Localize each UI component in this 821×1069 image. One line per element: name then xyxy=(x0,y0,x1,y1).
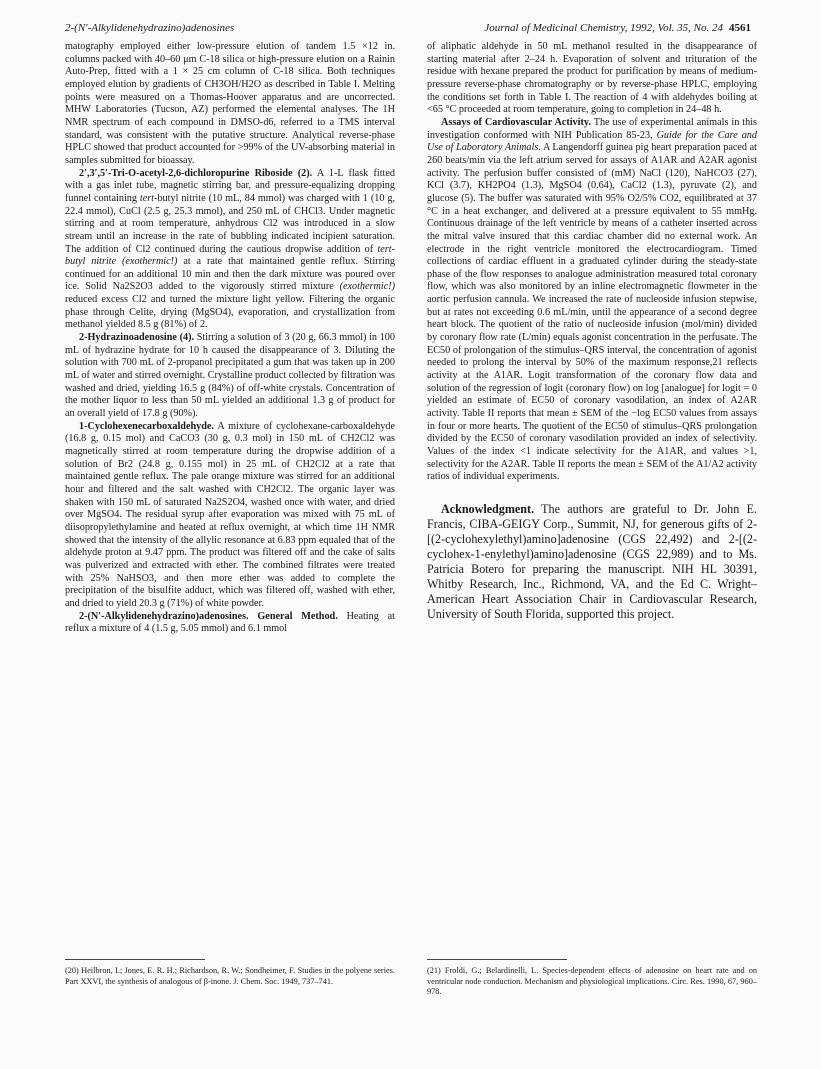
compound-2-heading: 2′,3′,5′-Tri-O-acetyl-2,6-dichloropurine Riboside (2). xyxy=(79,167,313,179)
assays-paragraph: Assays of Cardiovascular Activity. The use of experimental animals in this investigation conformed with NIH Publication 85-23, Guide for the Care and Use of Laboratory Animals. A Langendorff guinea pig heart preparation paced at 260 beats/min via the left atrium served for assays of A1AR and A2AR agonist activity. The perfusion buffer consisted of (mM) NaCl (120), NaHCO3 (27), KCl (3.7), KH2PO4 (1.3), MgSO4 (0.64), CaCl2 (1.3), pyruvate (2), and glucose (5). The buffer was saturated with 95% O2/5% CO2, equilibrated at 37 °C in a heat exchanger, and delivered at a pressure equivalent to 55 mmHg. Continuous drainage of the left ventricle by means of a catheter inserted across the mitral valve insured that this cardiac chamber did no external work. An electrode in the right ventricle monitored the electrocardiogram. Timed collections of cardiac effluent in a graduated cylinder during the steady-state phase of the flow responses to analogue administration measured total coronary flow, which was also monitored by an inline electromagnetic flowmeter in the aortic perfusion cannula. We increased the rate of nucleoside infusion stepwise, but at rates not exceeding 0.6 mL/min, until the appearance of a second degree heart block. The quotient of the ratio of nucleoside infusion (mol/min) divided by coronary flow rate (L/min) equals agonist concentration in the perfusate. The EC50 of prolongation of the stimulus–QRS interval, the concentration of agonist needed to prolong the interval by 50% of the maximum response,21 reflects activity at the A1AR. Logit transformation of the coronary flow data and solution of the regression of logit (coronary flow) on log [analogue] for logit = 0 yielded an estimate of EC50 of coronary vasodilation, an index of A2AR activity. Table II reports that mean ± SEM of the −log EC50 values from assays in four or more hearts. The quotient of the EC50 of stimulus–QRS prolongation divided by the EC50 of coronary vasodilation provided an index of selectivity. Values of the index <1 indicate selectivity for the A1AR, and values >1, selectivity for the A2AR. Table II reports the mean ± SEM of the A1/A2 activity ratios of individual experiments. xyxy=(427,116,757,483)
acknowledgment-paragraph: Acknowledgment. The authors are grateful to Dr. John E. Francis, CIBA-GEIGY Corp., Summit, NJ, for generous gifts of 2-[(2-cyclohexylethyl)amino]adenosine (CGS 22,492) and 2-[(2-cyclohex-1-enylethyl)amino]adenosine (CGS 22,989) and to Ms. Patricia Botero for preparing the manuscript. NIH HL 30391, Whitby Research, Inc., Richmond, VA, and the Ed C. Wright–American Heart Association Chair in Cardiovascular Research, University of South Florida, supported this project. xyxy=(427,501,757,621)
reference-21: (21) Froldi, G.; Belardinelli, L. Species-dependent effects of adenosine on heart rate and on ventricular node conduction. Mechanism and physiological implications. Circ. Res. 1990, 67, 960–978. xyxy=(427,966,757,997)
aldehyde-heading: 1-Cyclohexenecarboxaldehyde. xyxy=(79,420,214,432)
reference-20: (20) Heilbron, I.; Jones, E. R. H.; Richardson, R. W.; Sondheimer, F. Studies in the polyene series. Part XXVI, the synthesis of analogous of β-inone. J. Chem. Soc. 1949, 737–741. xyxy=(65,966,395,986)
acknowledgment-heading: Acknowledgment. xyxy=(441,501,535,516)
aldehyde-paragraph: 1-Cyclohexenecarboxaldehyde. A mixture of cyclohexane-carboxaldehyde (16.8 g, 0.15 mol) and CaCO3 (30 g, 0.3 mol) in 150 mL of CH2Cl2 was magnetically stirred at room temperature during the dropwise addition of a solution of Br2 (24.8 g, 0.155 mol) in 25 mL of CH2Cl2 at a rate that maintained gentle reflux. The pale orange mixture was stirred for an additional hour and filtered and the salt washed with CH2Cl2. The organic layer was shaken with 150 mL of saturated Na2S2O4, washed once with water, and dried over MgSO4. The residual syrup after evaporation was mixed with 75 mL of diisopropylethylamine and heated at reflux overnight, at which time 1H NMR showed that the intensity of the allylic resonance at 6.83 ppm equaled that of the aldehyde proton at 9.47 ppm. The product was filtered off and the cake of salts was pulverized and extracted with ether. The combined filtrates were treated with 25% NaHSO3, and then more ether was added to complete the precipitation of the bisulfite adduct, which was filtered off, washed with ether, and dried to yield 20.3 g (71%) of white powder. xyxy=(65,420,395,609)
running-title: 2-(N′-Alkylidenehydrazino)adenosines xyxy=(65,22,235,34)
assays-heading: Assays of Cardiovascular Activity. xyxy=(441,116,591,128)
general-method-paragraph: 2-(N′-Alkylidenehydrazino)adenosines. General Method. Heating at reflux a mixture of 4 (1.5 g, 5.05 mmol) and 6.1 mmol xyxy=(65,610,395,635)
compound-4-paragraph: 2-Hydrazinoadenosine (4). Stirring a solution of 3 (20 g, 66.3 mmol) in 100 mL of hydrazine hydrate for 10 h caused the disappearance of 3. Diluting the solution with 700 mL of 2-propanol precipitated a gum that was taken up in 200 mL of water and stirred overnight. Crystalline product collected by filtration was washed and dried, yielding 16.5 g (84%) of off-white crystals. Concentration of the mother liquor to less than 50 mL yielded an additional 1.3 g of product for an overall yield of 17.8 g (90%). xyxy=(65,332,395,420)
footnote-20 xyxy=(65,966,395,987)
left-column xyxy=(65,41,395,636)
footnote-divider-right xyxy=(427,959,567,960)
right-column xyxy=(427,41,757,622)
footnote-divider-left xyxy=(65,959,205,960)
journal-citation-header xyxy=(484,21,751,35)
experimental-paragraph: matography employed either low-pressure elution of tandem 1.5 ×12 in. columns packed with 40–60 μm C-18 silica or high-pressure elution on a Rainin Auto-Prep, fitted with a 1 × 25 cm column of C-18 silica. Both techniques employed elution by gradients of CH3OH/H2O as described in Table I. Melting points were measured on a Thomas-Hoover apparatus and are uncorrected. MHW Laboratories (Tucson, AZ) performed the elemental analyses. The 1H NMR spectrum of each compound in DMSO-d6, referred to a TMS interval standard, was consistent with the putative structure. Analytical reverse-phase HPLC showed that product accounted for >99% of the UV-absorbing material in samples submitted for bioassay. xyxy=(65,41,395,166)
general-method-continued: of aliphatic aldehyde in 50 mL methanol resulted in the disappearance of starting material after 2–24 h. Evaporation of solvent and trituration of the residue with hexane prepared the product for purification by means of medium-pressure reverse-phase chromatography or by reverse-phase HPLC, employing the conditions set forth in Table I. The reaction of 4 with aldehydes boiling at <65 °C proceeded at room temperature, going to completion in 24–48 h. xyxy=(427,41,757,116)
compound-4-heading: 2-Hydrazinoadenosine (4). xyxy=(79,332,195,344)
compound-2-paragraph: 2′,3′,5′-Tri-O-acetyl-2,6-dichloropurine Riboside (2). A 1-L flask fitted with a gas inlet tube, magnetic stirring bar, and pressure-equalizing dropping funnel containing tert-butyl nitrite (10 mL, 84 mmol) was charged with 1 (10 g, 22.4 mmol), CuCl (2.5 g, 25.3 mmol), and 250 mL of CHCl3. Under magnetic stirring and at room temperature, anhydrous Cl2 was introduced in a slow stream until an increase in the rate of bubbling indicated incipient saturation. The addition of Cl2 continued during the cautious dropwise addition of tert-butyl nitrite (exothermic!) at a rate that maintained gentle reflux. Stirring continued for an additional 10 min and then the dark mixture was poured over ice. Solid Na2S2O3 added to the vigorously stirred mixture (exothermic!) reduced excess Cl2 and turned the mixture light yellow. Filtering the organic phase through Celite, drying (MgSO4), evaporation, and crystallization from methanol yielded 8.5 g (81%) of 2. xyxy=(65,167,395,331)
footnote-21 xyxy=(427,966,757,998)
page-number: 4561 xyxy=(729,22,751,34)
general-method-heading: 2-(N′-Alkylidenehydrazino)adenosines. General Method. xyxy=(79,610,338,622)
journal-citation: Journal of Medicinal Chemistry, 1992, Vol. 35, No. 24 xyxy=(484,22,723,34)
